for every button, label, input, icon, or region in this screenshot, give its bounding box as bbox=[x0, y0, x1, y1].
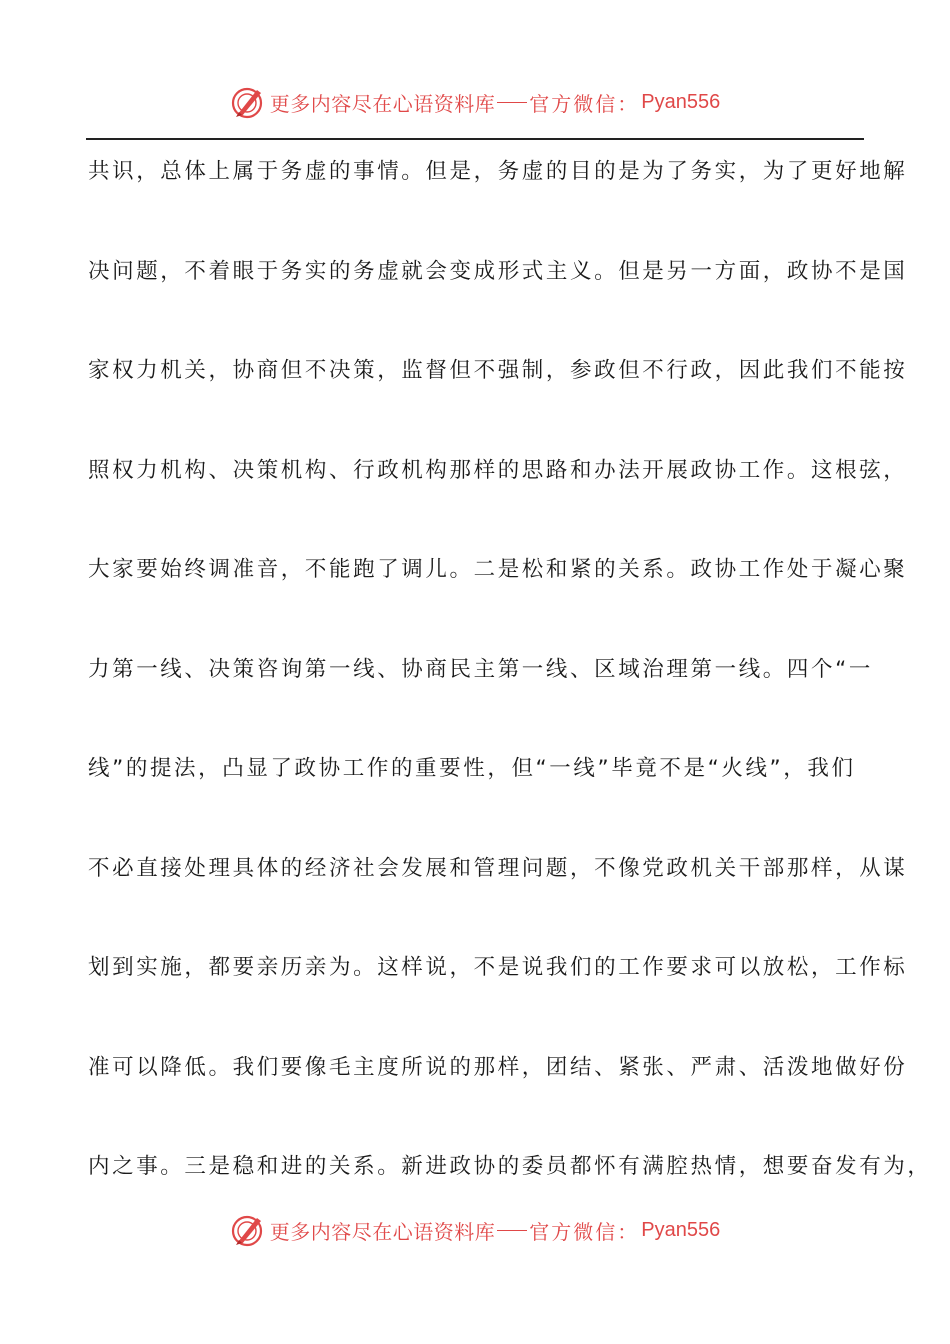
text-line: 共识，总体上属于务虚的事情。但是，务虚的目的是为了务实，为了更好地解 bbox=[88, 159, 908, 184]
footer-wechat-handle: Pyan556 bbox=[641, 1218, 721, 1241]
header-banner bbox=[0, 80, 950, 124]
footer-brand-text: 更多内容尽在心语资料库 bbox=[269, 1219, 496, 1244]
footer-dash bbox=[497, 1230, 527, 1231]
text-line: 家权力机关，协商但不决策，监督但不强制，参政但不行政，因此我们不能按 bbox=[88, 358, 908, 383]
text-line: 大家要始终调准音，不能跑了调儿。二是松和紧的关系。政协工作处于凝心聚 bbox=[88, 557, 908, 582]
header-brand-text: 更多内容尽在心语资料库 bbox=[269, 91, 496, 116]
header-dash bbox=[497, 102, 527, 103]
text-line: 力第一线、决策咨询第一线、协商民主第一线、区域治理第一线。四个“一 bbox=[88, 656, 873, 682]
header-wechat-label: 官方微信： bbox=[529, 91, 640, 116]
text-line: 准可以降低。我们要像毛主度所说的那样，团结、紧张、严肃、活泼地做好份 bbox=[88, 1054, 908, 1080]
text-line: 不必直接处理具体的经济社会发展和管理问题，不像党政机关干部那样，从谋 bbox=[88, 855, 908, 881]
footer-wechat-label: 官方微信： bbox=[529, 1219, 640, 1244]
pen-logo-icon bbox=[230, 84, 266, 120]
text-line: 划到实施，都要亲历亲为。这样说，不是说我们的工作要求可以放松，工作标 bbox=[88, 955, 908, 980]
header-divider bbox=[86, 138, 864, 140]
document-body bbox=[88, 150, 932, 1245]
pen-logo-icon bbox=[230, 1212, 266, 1248]
text-line: 照权力机构、决策机构、行政机构那样的思路和办法开展政协工作。这根弦， bbox=[88, 457, 908, 483]
text-line: 决问题，不着眼于务实的务虚就会变成形式主义。但是另一方面，政协不是国 bbox=[88, 258, 908, 284]
text-line: 内之事。三是稳和进的关系。新进政协的委员都怀有满腔热情，想要奋发有为， bbox=[88, 1154, 932, 1179]
text-line: 线”的提法，凸显了政协工作的重要性，但“一线”毕竟不是“火线”，我们 bbox=[88, 756, 856, 781]
footer-banner bbox=[0, 1208, 950, 1252]
header-wechat-handle: Pyan556 bbox=[641, 90, 721, 113]
